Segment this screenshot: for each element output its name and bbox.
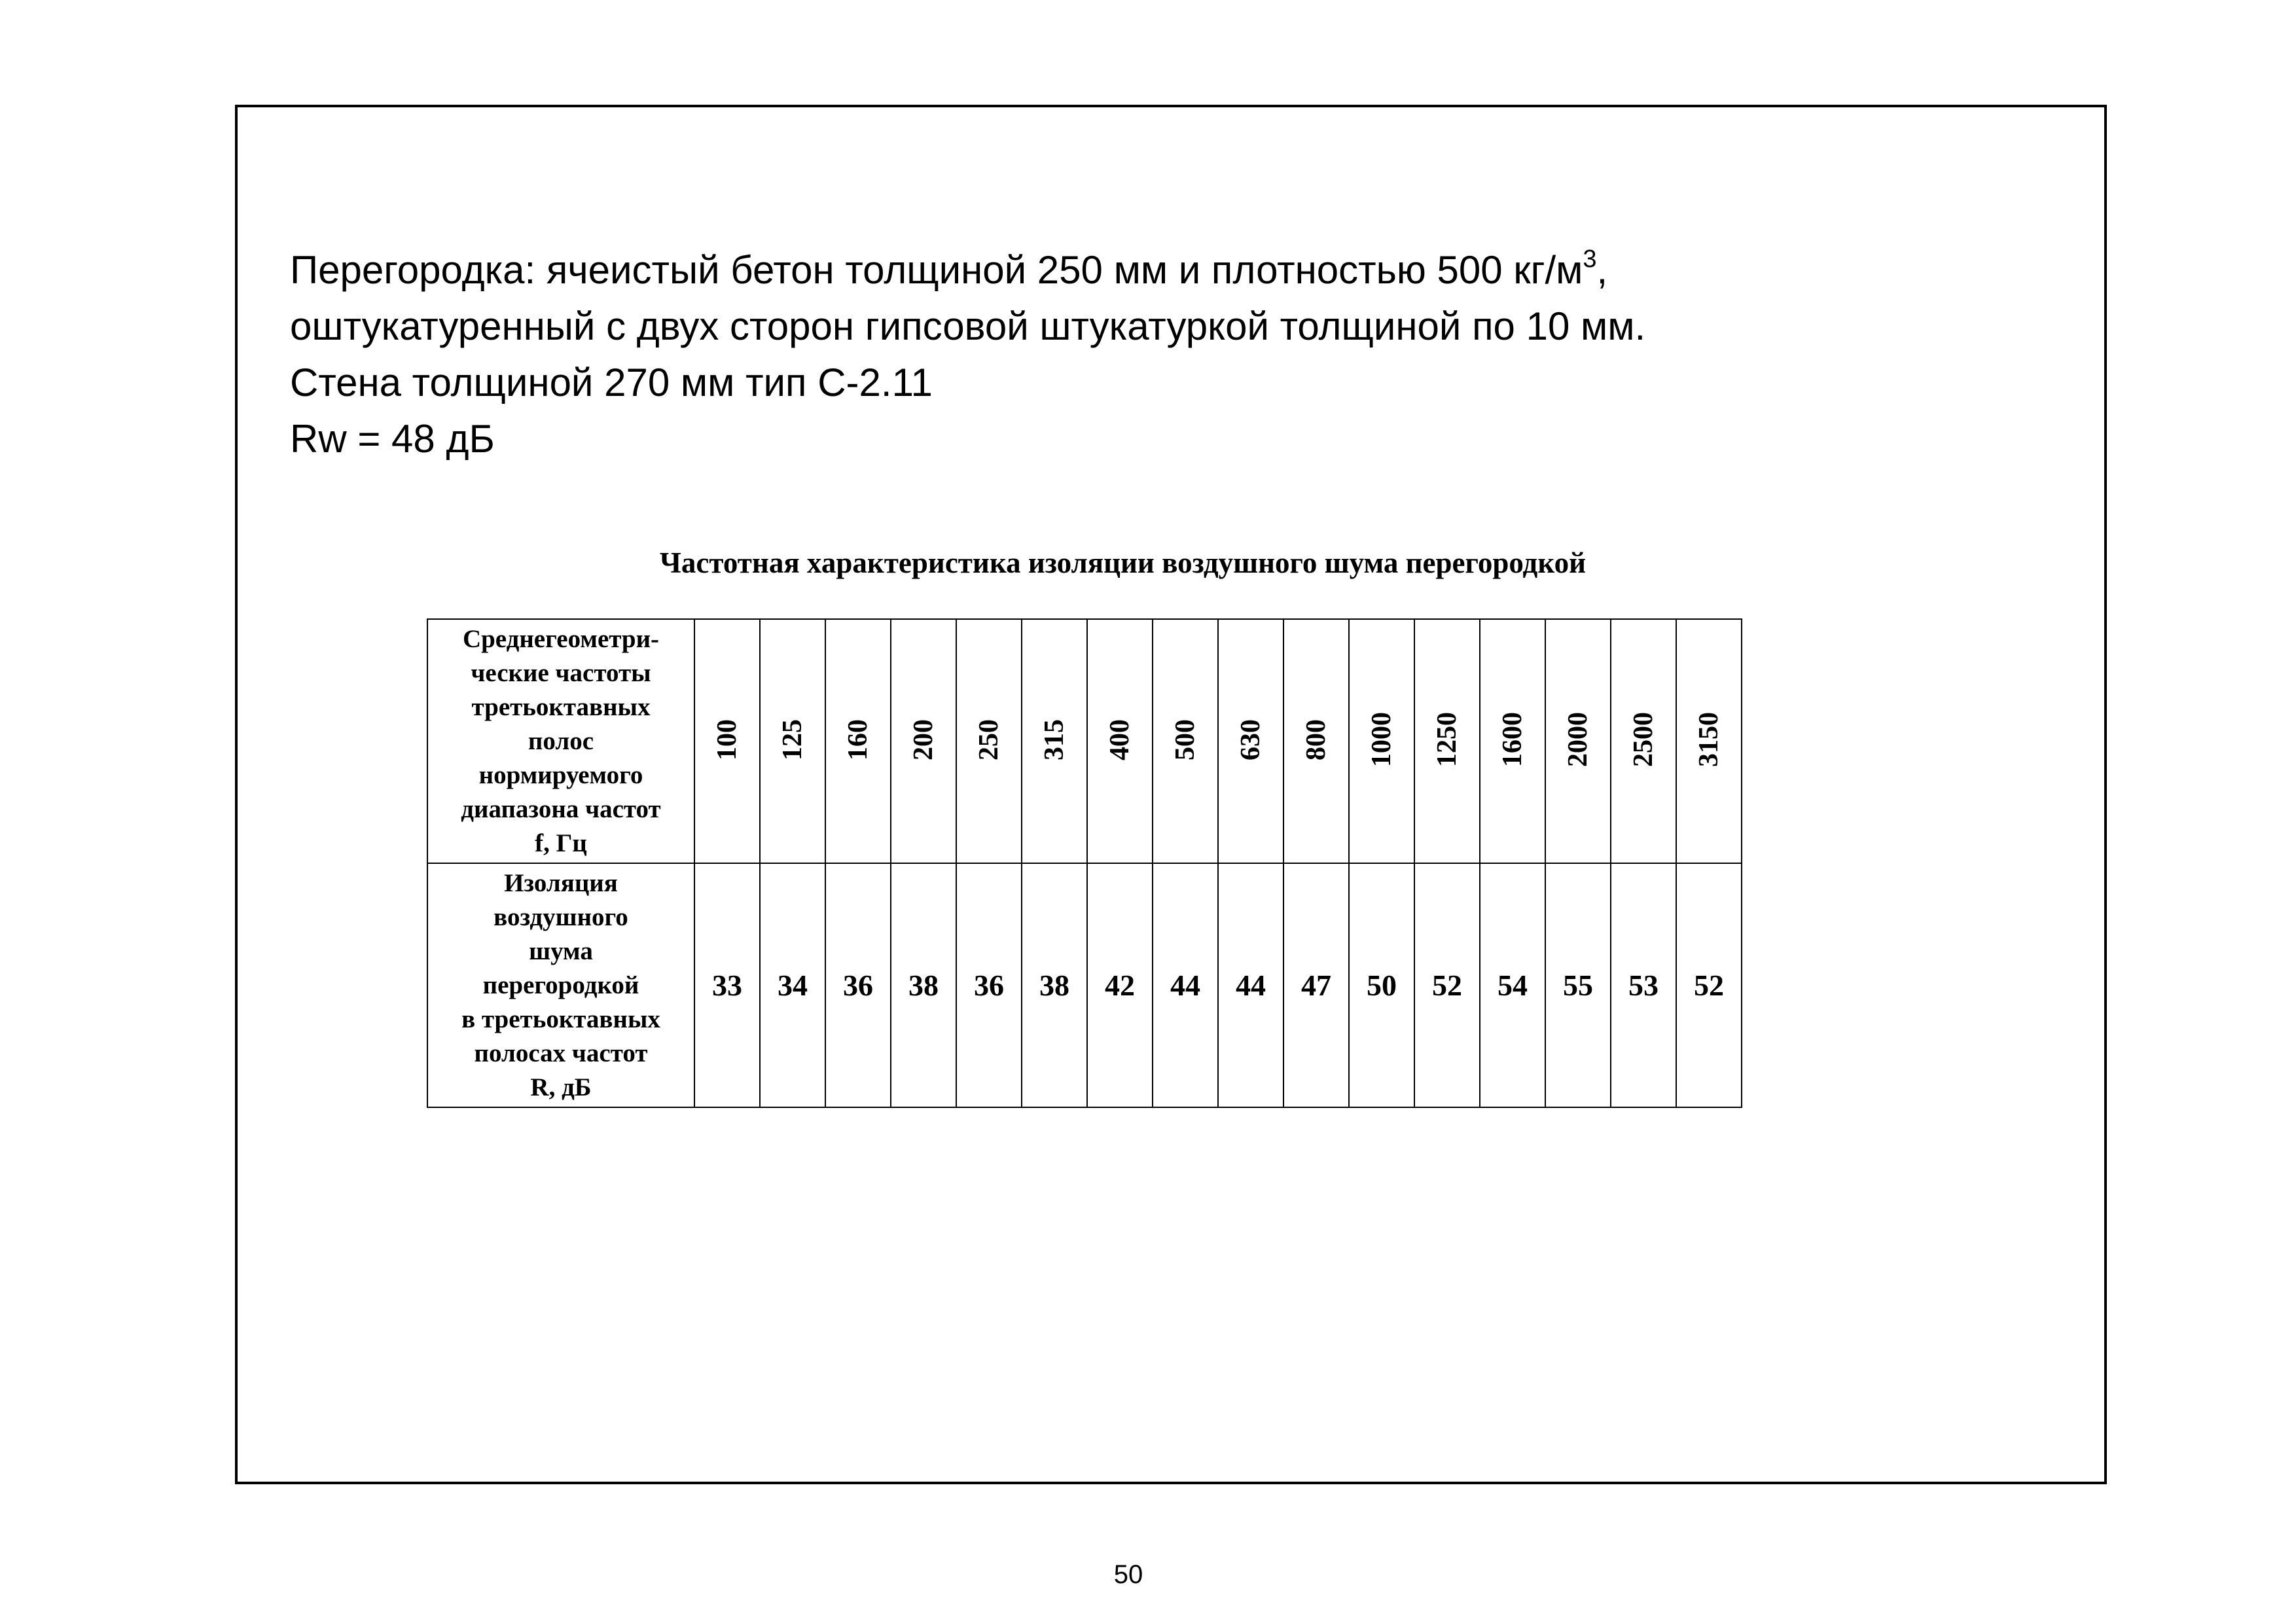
frequency-cell <box>1611 619 1676 863</box>
description-line-2: оштукатуренный с двух сторон гипсовой штукатуркой толщиной по 10 мм. <box>290 304 1646 348</box>
frequency-value: 500 <box>1170 719 1200 760</box>
insulation-value: 44 <box>1236 969 1266 1002</box>
insulation-cell <box>1480 863 1545 1107</box>
insulation-value: 50 <box>1367 969 1397 1002</box>
partition-description <box>290 242 2057 467</box>
label-line: Среднегеометри- <box>462 624 660 653</box>
frequency-value: 1600 <box>1498 712 1528 767</box>
frequency-cell <box>825 619 891 863</box>
table-title: Частотная характеристика изоляции воздушного шума перегородкой <box>659 546 1587 579</box>
frequency-value: 200 <box>908 719 939 760</box>
label-line: третьоктавных <box>471 692 651 721</box>
insulation-cell <box>1022 863 1087 1107</box>
insulation-cell <box>760 863 825 1107</box>
insulation-value: 44 <box>1170 969 1200 1002</box>
label-line: f, Гц <box>535 829 587 857</box>
description-line-1: Перегородка: ячеистый бетон толщиной 250 мм и плотностью 500 $кг/м^3$, <box>290 245 1608 292</box>
page-number: 50 <box>1113 1560 1143 1589</box>
insulation-cell <box>1611 863 1676 1107</box>
frequency-value: 2500 <box>1628 712 1659 767</box>
rw-value: Rw = 48 дБ <box>290 417 495 461</box>
frequency-value: 400 <box>1105 719 1135 760</box>
frequency-cell <box>1283 619 1349 863</box>
insulation-cell <box>1218 863 1283 1107</box>
frequency-cell <box>1022 619 1087 863</box>
description-line-3: Стена толщиной 270 мм тип С-2.11 <box>290 361 933 404</box>
label-line: R, дБ <box>530 1073 592 1101</box>
frequency-cell <box>956 619 1022 863</box>
insulation-value: 52 <box>1694 969 1724 1002</box>
insulation-value: 55 <box>1563 969 1593 1002</box>
frequency-row-label <box>427 619 694 863</box>
insulation-cell <box>694 863 760 1107</box>
frequency-cell <box>694 619 760 863</box>
frequency-cell <box>1545 619 1611 863</box>
label-line: Изоляция <box>504 868 618 897</box>
frequency-value: 1250 <box>1432 712 1462 767</box>
frequency-value: 1000 <box>1367 712 1397 767</box>
frequency-row <box>427 619 1742 863</box>
label-line: полосах частот <box>474 1039 648 1067</box>
frequency-cell <box>1218 619 1283 863</box>
insulation-row <box>427 863 1742 1107</box>
frequency-value: 160 <box>843 719 873 760</box>
insulation-cell <box>1349 863 1414 1107</box>
frequency-cell <box>1349 619 1414 863</box>
insulation-cell <box>1414 863 1480 1107</box>
insulation-value: 34 <box>778 969 808 1002</box>
frequency-value: 2000 <box>1563 712 1593 767</box>
insulation-value: 54 <box>1498 969 1528 1002</box>
insulation-cell <box>1676 863 1742 1107</box>
insulation-cell <box>891 863 956 1107</box>
frequency-cell <box>1480 619 1545 863</box>
frequency-cell <box>1676 619 1742 863</box>
frequency-value: 800 <box>1301 719 1331 760</box>
insulation-value: 36 <box>974 969 1004 1002</box>
frequency-value: 250 <box>974 719 1004 760</box>
frequency-cell <box>1087 619 1153 863</box>
insulation-value: 33 <box>712 969 742 1002</box>
frequency-value: 315 <box>1039 719 1069 760</box>
insulation-value: 52 <box>1432 969 1462 1002</box>
insulation-value: 42 <box>1105 969 1135 1002</box>
label-line: перегородкой <box>482 971 639 999</box>
insulation-cell <box>1283 863 1349 1107</box>
frequency-cell <box>1153 619 1218 863</box>
label-line: полос <box>528 726 594 755</box>
insulation-value: 53 <box>1628 969 1659 1002</box>
label-line: диапазона частот <box>461 794 661 823</box>
frequency-cell <box>1414 619 1480 863</box>
frequency-value: 100 <box>712 719 742 760</box>
insulation-value: 47 <box>1301 969 1331 1002</box>
insulation-cell <box>1087 863 1153 1107</box>
label-line: нормируемого <box>478 760 643 789</box>
frequency-value: 125 <box>778 719 808 760</box>
insulation-value: 38 <box>908 969 939 1002</box>
insulation-cell <box>1545 863 1611 1107</box>
frequency-cell <box>760 619 825 863</box>
label-line: в третьоктавных <box>461 1005 660 1033</box>
insulation-row-label <box>427 863 694 1107</box>
insulation-value: 38 <box>1039 969 1069 1002</box>
frequency-cell <box>891 619 956 863</box>
insulation-cell <box>1153 863 1218 1107</box>
insulation-value: 36 <box>843 969 873 1002</box>
label-line: воздушного <box>493 902 628 931</box>
label-line: ческие частоты <box>471 658 651 687</box>
insulation-cell <box>825 863 891 1107</box>
insulation-cell <box>956 863 1022 1107</box>
frequency-value: 630 <box>1236 719 1266 760</box>
frequency-value: 3150 <box>1694 712 1724 767</box>
frequency-table <box>427 618 1742 1108</box>
label-line: шума <box>529 936 593 965</box>
